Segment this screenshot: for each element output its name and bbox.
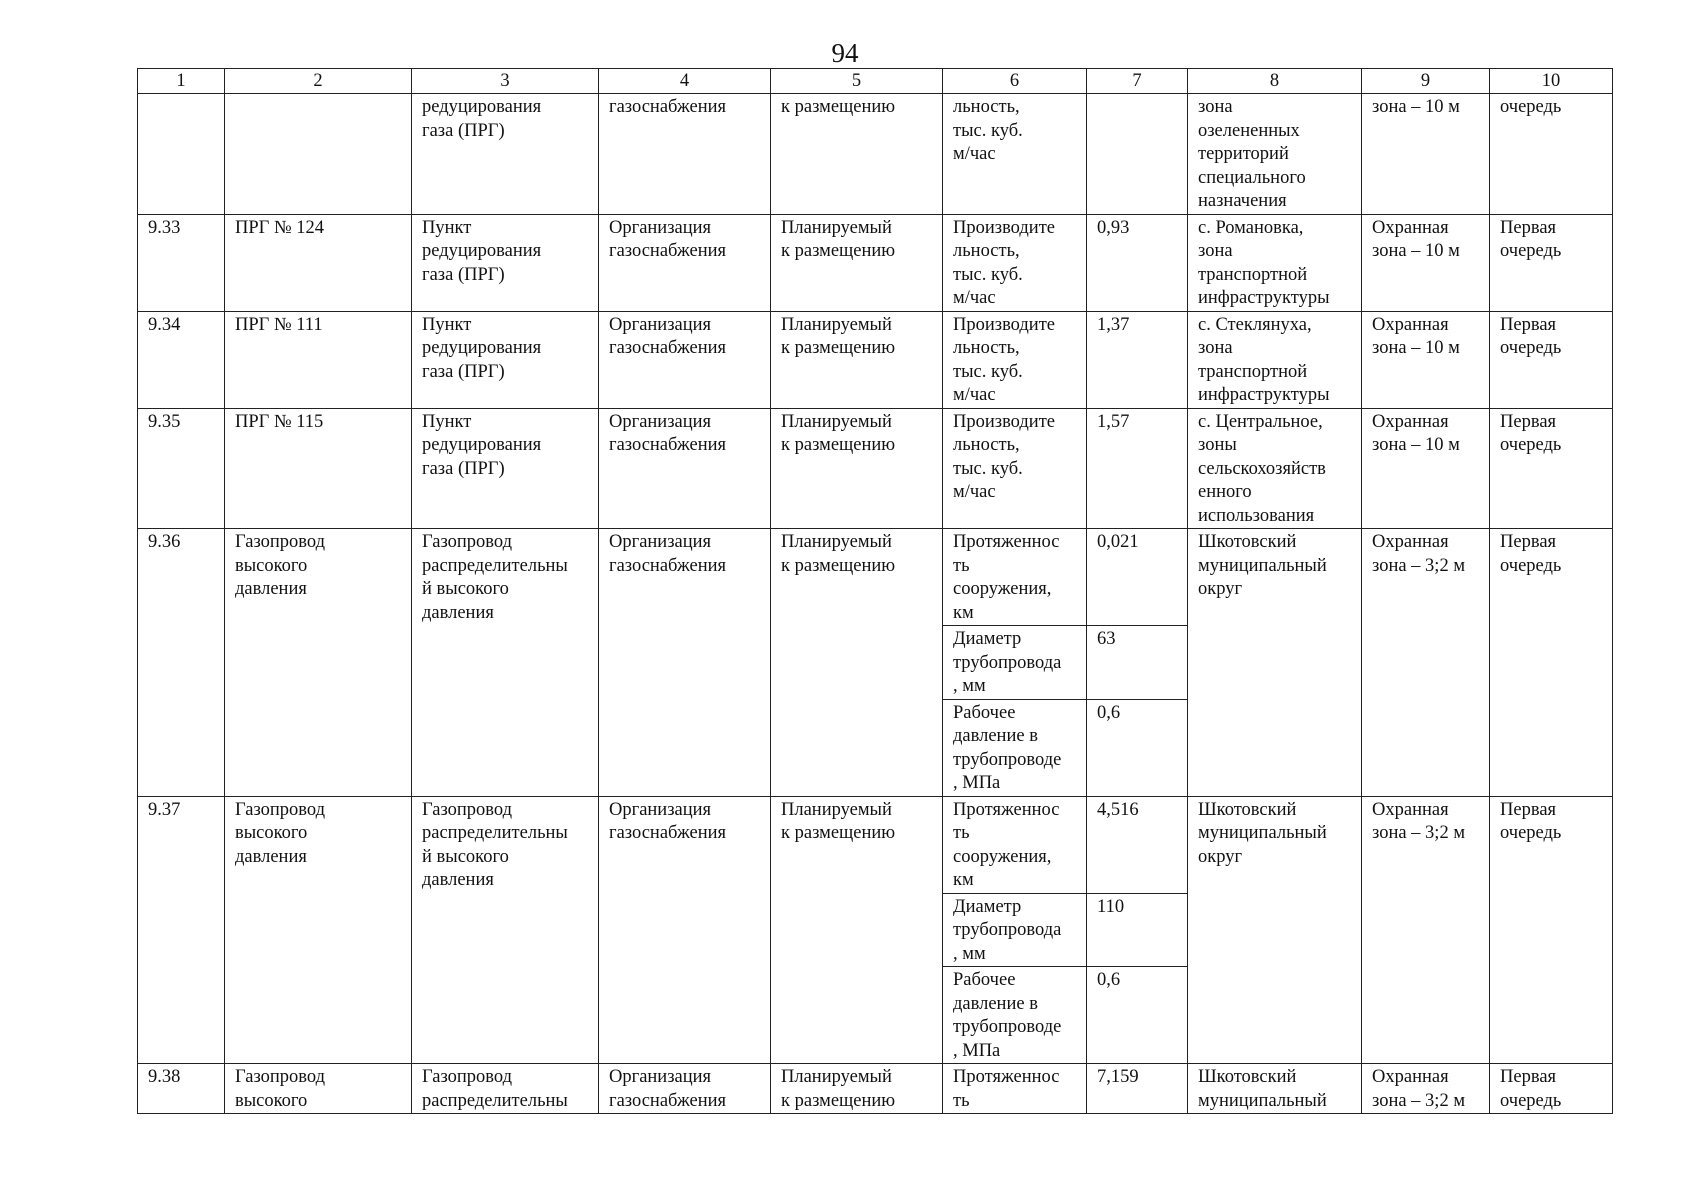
- object-status: Планируемый к размещению: [771, 214, 943, 311]
- object-purpose: газоснабжения: [599, 94, 771, 215]
- parameter-value: 110: [1087, 893, 1188, 967]
- parameter-value: 63: [1087, 626, 1188, 700]
- construction-stage: Первая очередь: [1490, 796, 1613, 1064]
- construction-stage: Первая очередь: [1490, 408, 1613, 529]
- row-number: 9.34: [138, 311, 225, 408]
- parameter-value: 0,021: [1087, 529, 1188, 626]
- row-number: 9.37: [138, 796, 225, 1064]
- object-name: Газопровод высокого давления: [225, 796, 412, 1064]
- parameter-label: Рабочее давление в трубопроводе , МПа: [943, 967, 1087, 1064]
- parameter-value: 0,6: [1087, 699, 1188, 796]
- construction-stage: Первая очередь: [1490, 311, 1613, 408]
- protection-zone: Охранная зона – 10 м: [1362, 408, 1490, 529]
- column-number-row: [138, 69, 1613, 94]
- object-location: Шкотовский муниципальный округ: [1188, 796, 1362, 1064]
- parameter-label: Производите льность, тыс. куб. м/час: [943, 214, 1087, 311]
- table-row: [138, 408, 1613, 529]
- table-row: [138, 311, 1613, 408]
- parameter-value: 4,516: [1087, 796, 1188, 893]
- parameter-label: Протяженнос ть: [943, 1064, 1087, 1114]
- row-number: 9.36: [138, 529, 225, 797]
- object-name: ПРГ № 115: [225, 408, 412, 529]
- parameter-label: Диаметр трубопровода , мм: [943, 626, 1087, 700]
- object-purpose: Организация газоснабжения: [599, 529, 771, 797]
- row-number: 9.33: [138, 214, 225, 311]
- object-status: Планируемый к размещению: [771, 1064, 943, 1114]
- parameter-label: Протяженнос ть сооружения, км: [943, 529, 1087, 626]
- page-number: 94: [831, 38, 859, 68]
- construction-stage: Первая очередь: [1490, 529, 1613, 797]
- object-purpose: Организация газоснабжения: [599, 214, 771, 311]
- parameter-label: Диаметр трубопровода , мм: [943, 893, 1087, 967]
- object-status: Планируемый к размещению: [771, 408, 943, 529]
- object-type: Газопровод распределительны й высокого давления: [412, 529, 599, 797]
- column-header: 8: [1188, 69, 1362, 94]
- table-row: [138, 796, 1613, 893]
- column-header: 7: [1087, 69, 1188, 94]
- object-name: Газопровод высокого: [225, 1064, 412, 1114]
- object-status: Планируемый к размещению: [771, 796, 943, 1064]
- parameter-value: 1,37: [1087, 311, 1188, 408]
- object-name: ПРГ № 124: [225, 214, 412, 311]
- column-header: 5: [771, 69, 943, 94]
- protection-zone: Охранная зона – 3;2 м: [1362, 1064, 1490, 1114]
- object-name: [225, 94, 412, 215]
- object-status: Планируемый к размещению: [771, 311, 943, 408]
- parameter-value: [1087, 94, 1188, 215]
- object-status: к размещению: [771, 94, 943, 215]
- object-location: с. Романовка, зона транспортной инфраструктуры: [1188, 214, 1362, 311]
- parameter-label: Протяженнос ть сооружения, км: [943, 796, 1087, 893]
- parameter-label: льность, тыс. куб. м/час: [943, 94, 1087, 215]
- protection-zone: зона – 10 м: [1362, 94, 1490, 215]
- column-header: 3: [412, 69, 599, 94]
- column-header: 2: [225, 69, 412, 94]
- column-header: 9: [1362, 69, 1490, 94]
- row-number: 9.35: [138, 408, 225, 529]
- parameter-label: Производите льность, тыс. куб. м/час: [943, 311, 1087, 408]
- protection-zone: Охранная зона – 10 м: [1362, 214, 1490, 311]
- object-location: с. Центральное, зоны сельскохозяйств енного использования: [1188, 408, 1362, 529]
- object-type: Газопровод распределительны: [412, 1064, 599, 1114]
- object-purpose: Организация газоснабжения: [599, 311, 771, 408]
- objects-table: [137, 68, 1613, 1114]
- object-type: Газопровод распределительны й высокого давления: [412, 796, 599, 1064]
- protection-zone: Охранная зона – 3;2 м: [1362, 796, 1490, 1064]
- object-location: Шкотовский муниципальный: [1188, 1064, 1362, 1114]
- object-purpose: Организация газоснабжения: [599, 796, 771, 1064]
- protection-zone: Охранная зона – 3;2 м: [1362, 529, 1490, 797]
- parameter-value: 1,57: [1087, 408, 1188, 529]
- column-header: 1: [138, 69, 225, 94]
- object-name: ПРГ № 111: [225, 311, 412, 408]
- table-row: [138, 94, 1613, 215]
- column-header: 10: [1490, 69, 1613, 94]
- construction-stage: очередь: [1490, 94, 1613, 215]
- construction-stage: Первая очередь: [1490, 1064, 1613, 1114]
- parameter-value: 0,6: [1087, 967, 1188, 1064]
- column-header: 6: [943, 69, 1087, 94]
- column-header: 4: [599, 69, 771, 94]
- object-status: Планируемый к размещению: [771, 529, 943, 797]
- row-number: 9.38: [138, 1064, 225, 1114]
- object-purpose: Организация газоснабжения: [599, 408, 771, 529]
- object-type: Пункт редуцирования газа (ПРГ): [412, 214, 599, 311]
- table-row: [138, 529, 1613, 626]
- table-row: [138, 214, 1613, 311]
- object-type: Пункт редуцирования газа (ПРГ): [412, 408, 599, 529]
- object-location: Шкотовский муниципальный округ: [1188, 529, 1362, 797]
- table-row: [138, 1064, 1613, 1114]
- parameter-value: 0,93: [1087, 214, 1188, 311]
- parameter-label: Производите льность, тыс. куб. м/час: [943, 408, 1087, 529]
- protection-zone: Охранная зона – 10 м: [1362, 311, 1490, 408]
- object-type: редуцирования газа (ПРГ): [412, 94, 599, 215]
- object-name: Газопровод высокого давления: [225, 529, 412, 797]
- parameter-value: 7,159: [1087, 1064, 1188, 1114]
- parameter-label: Рабочее давление в трубопроводе , МПа: [943, 699, 1087, 796]
- object-location: зона озелененных территорий специального назначения: [1188, 94, 1362, 215]
- construction-stage: Первая очередь: [1490, 214, 1613, 311]
- object-purpose: Организация газоснабжения: [599, 1064, 771, 1114]
- object-location: с. Стеклянуха, зона транспортной инфраструктуры: [1188, 311, 1362, 408]
- row-number: [138, 94, 225, 215]
- object-type: Пункт редуцирования газа (ПРГ): [412, 311, 599, 408]
